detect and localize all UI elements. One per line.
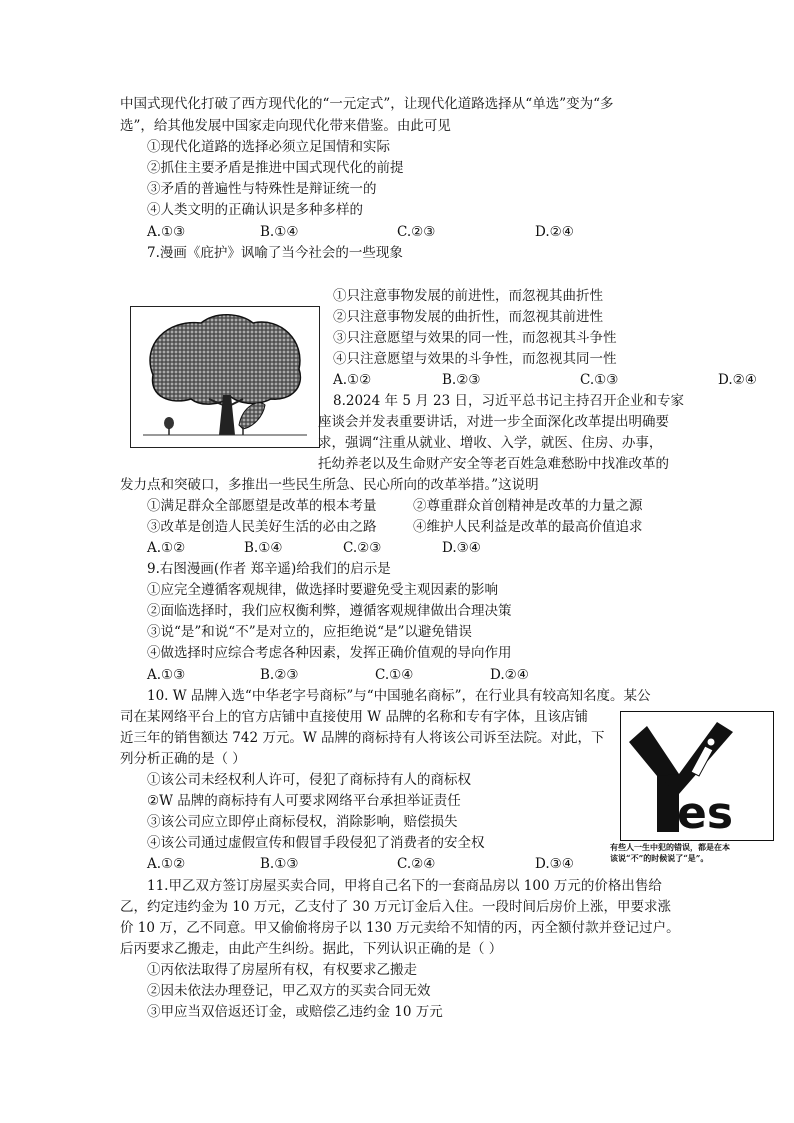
q6-item-2: ②抓住主要矛盾是推进中国式现代化的前提: [147, 160, 404, 176]
q7-option-d: D.②④: [718, 372, 757, 388]
q6-item-4: ④人类文明的正确认识是多种多样的: [147, 202, 363, 218]
q8-item-3: ③改革是创造人民美好生活的必由之路: [147, 519, 377, 535]
q9-option-a: A.①③: [147, 667, 186, 683]
q8-option-a: A.①②: [147, 540, 186, 556]
q11-item-3: ③甲应当双倍返还订金，或赔偿乙违约金 10 万元: [147, 1004, 443, 1020]
q6-intro-line2: 选”，给其他发展中国家走向现代化带来借鉴。由此可见: [120, 118, 451, 134]
q10-item-4: ④该公司通过虚假宣传和假冒手段侵犯了消费者的安全权: [147, 835, 485, 851]
yes-caption-line2: 该说“不”的时候说了“是”。: [610, 853, 709, 863]
q8-line-3: 求，强调“注重从就业、增收、入学，就医、住房、办事，: [318, 435, 663, 451]
q10-item-2: ②W 品牌的商标持有人可要求网络平台承担举证责任: [147, 793, 461, 809]
q8-line-5: 发力点和突破口，多推出一些民生所急、民心所向的改革举措。”这说明: [120, 477, 539, 493]
q11-line-2: 乙，约定违约金为 10 万元，乙支付了 30 万元订金后入住。一段时间后房价上涨，甲要求涨: [120, 899, 672, 915]
q8-line-2: 座谈会并发表重要讲话，对进一步全面深化改革提出明确要: [318, 414, 669, 430]
q8-option-b: B.①④: [244, 540, 283, 556]
q11-line-3: 价 10 万，乙不同意。甲又偷偷将房子以 130 万元卖给不知情的丙，丙全额付款并登记过户。: [120, 920, 680, 936]
q7-item-1: ①只注意事物发展的前进性，而忽视其曲折性: [333, 288, 603, 304]
q9-stem: 9.右图漫画(作者 郑辛遥)给我们的启示是: [147, 561, 391, 577]
q6-item-1: ①现代化道路的选择必须立足国情和实际: [147, 139, 390, 155]
q7-item-4: ④只注意愿望与效果的斗争性，而忽视其同一性: [333, 351, 617, 367]
q8-item-1: ①满足群众全部愿望是改革的根本考量: [147, 498, 377, 514]
q6-item-3: ③矛盾的普遍性与特殊性是辩证统一的: [147, 181, 377, 197]
q7-item-3: ③只注意愿望与效果的同一性，而忽视其斗争性: [333, 330, 617, 346]
yes-cartoon-icon: [620, 711, 774, 841]
q10-option-d: D.③④: [535, 856, 574, 872]
q7-item-2: ②只注意事物发展的曲折性，而忽视其前进性: [333, 309, 603, 325]
q7-stem: 7.漫画《庇护》讽喻了当今社会的一些现象: [147, 245, 403, 261]
q7-option-c: C.①③: [580, 372, 619, 388]
q10-option-b: B.①③: [260, 856, 299, 872]
q10-item-1: ①该公司未经权利人许可，侵犯了商标持有人的商标权: [147, 772, 471, 788]
q8-item-4: ④维护人民利益是改革的最高价值追求: [413, 519, 643, 535]
q10-line-4: 列分析正确的是（ ）: [120, 751, 246, 767]
q10-option-c: C.②④: [397, 856, 436, 872]
q9-item-1: ①应完全遵循客观规律，做选择时要避免受主观因素的影响: [147, 582, 498, 598]
q6-option-b: B.①④: [260, 224, 299, 240]
q6-option-c: C.②③: [397, 224, 436, 240]
q8-line-4: 托幼养老以及生命财产安全等老百姓急难愁盼中找准改革的: [318, 456, 669, 472]
q8-option-c: C.②③: [343, 540, 382, 556]
q9-option-b: B.②③: [260, 667, 299, 683]
q11-line-1: 11.甲乙双方签订房屋买卖合同，甲将自己名下的一套商品房以 100 万元的价格出售给: [147, 878, 662, 894]
q9-item-3: ③说“是”和说“不”是对立的，应拒绝说“是”以避免错误: [147, 624, 472, 640]
yes-caption-line1: 有些人一生中犯的错误，都是在本: [610, 842, 730, 852]
tree-cartoon-icon: [130, 306, 320, 448]
q9-option-c: C.①④: [375, 667, 414, 683]
q6-option-d: D.②④: [535, 224, 574, 240]
q8-option-d: D.③④: [442, 540, 481, 556]
q7-option-a: A.①②: [333, 372, 372, 388]
q6-intro-line1: 中国式现代化打破了西方现代化的“一元定式”，让现代化道路选择从“单选”变为“多: [120, 96, 614, 112]
q6-option-a: A.①③: [147, 224, 186, 240]
q10-line-3: 近三年的销售额达 742 万元。W 品牌的商标持有人将该公司诉至法院。对此，下: [120, 730, 605, 746]
q9-item-2: ②面临选择时，我们应权衡利弊，遵循客观规律做出合理决策: [147, 603, 512, 619]
q11-item-2: ②因未依法办理登记，甲乙双方的买卖合同无效: [147, 983, 431, 999]
q10-option-a: A.①②: [147, 856, 186, 872]
q7-option-b: B.②③: [442, 372, 481, 388]
q10-line-2: 司在某网络平台上的官方店铺中直接使用 W 品牌的名称和专有字体，且该店铺: [120, 709, 588, 725]
q11-item-1: ①丙依法取得了房屋所有权，有权要求乙搬走: [147, 962, 417, 978]
q11-line-4: 后丙要求乙搬走，由此产生纠纷。据此，下列认识正确的是（ ）: [120, 941, 503, 957]
q10-line-1: 10. W 品牌入选“中华老字号商标”与“中国驰名商标”，在行业具有较高知名度。某公: [147, 688, 651, 704]
q9-option-d: D.②④: [490, 667, 529, 683]
svg-text:es: es: [677, 788, 734, 839]
q8-item-2: ②尊重群众首创精神是改革的力量之源: [413, 498, 643, 514]
q8-line-1: 8.2024 年 5 月 23 日，习近平总书记主持召开企业和专家: [333, 393, 684, 409]
q10-item-3: ③该公司应立即停止商标侵权，消除影响，赔偿损失: [147, 814, 458, 830]
q9-item-4: ④做选择时应综合考虑各种因素，发挥正确价值观的导向作用: [147, 645, 512, 661]
